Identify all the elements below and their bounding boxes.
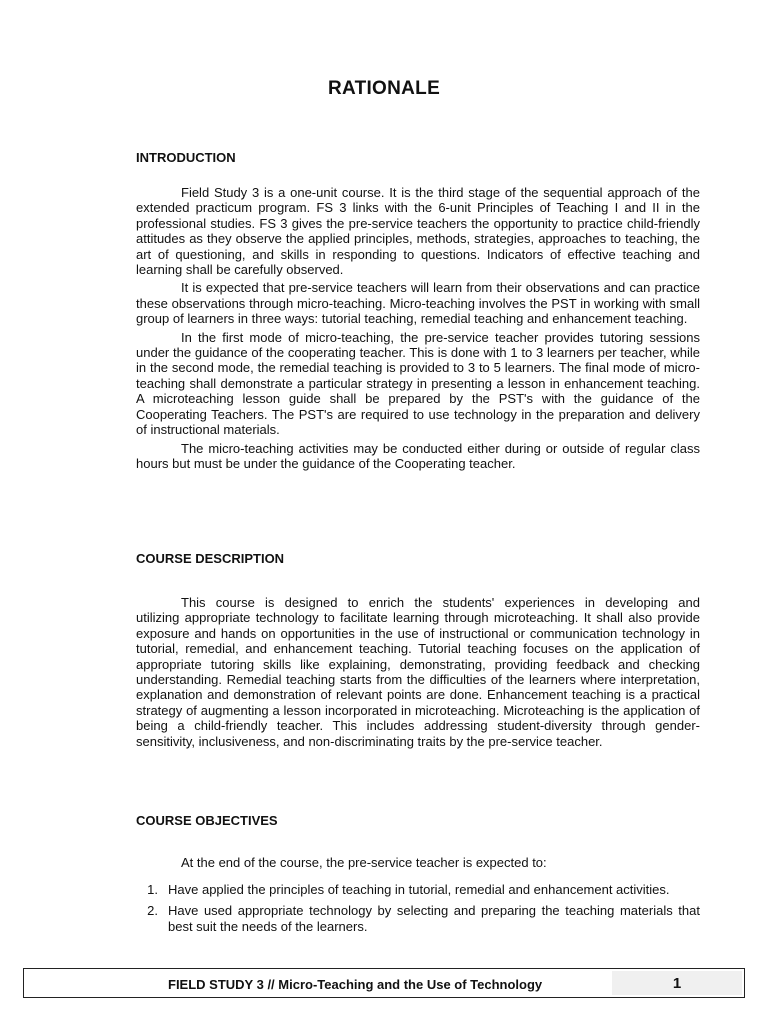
course-objectives-section [136, 813, 700, 828]
list-item-number: 1. [147, 882, 158, 897]
introduction-paragraph-4: The micro-teaching activities may be conducted either during or outside of regular class hours but must be under the guidance of the Cooperating teacher. [136, 440, 700, 471]
footer-title: FIELD STUDY 3 // Micro-Teaching and the Use of Technology [168, 977, 543, 992]
list-item-text: Have used appropriate technology by selecting and preparing the teaching materials that best suit the needs of the learners. [168, 903, 700, 934]
list-item-number: 2. [147, 903, 158, 919]
page-footer [23, 968, 745, 998]
introduction-paragraph-2: It is expected that pre-service teachers will learn from their observations and can practice these observations through micro-teaching. Micro-teaching involves the PST in working with small group of learners in three ways: tutorial teaching, remedial teaching and enhancement teaching. [136, 280, 700, 327]
course-objectives-list-wrap [136, 882, 700, 940]
list-item-text: Have applied the principles of teaching in tutorial, remedial and enhancement activities. [168, 882, 670, 897]
course-objectives-intro-wrap [136, 855, 700, 870]
introduction-heading: INTRODUCTION [136, 150, 236, 165]
course-description-body [136, 595, 700, 749]
introduction-section [136, 150, 700, 165]
page-title: RATIONALE [327, 78, 441, 99]
course-objectives-heading: COURSE OBJECTIVES [136, 813, 278, 828]
introduction-body [136, 185, 700, 471]
course-description-heading: COURSE DESCRIPTION [136, 551, 285, 566]
introduction-paragraph-1: Field Study 3 is a one-unit course. It is the third stage of the sequential approach of the extended practicum program. FS 3 links with the 6-unit Principles of Teaching I and II in the professional studies. FS 3 gives the pre-service teachers the opportunity to practice child-friendly attitudes as they observe the applied principles, methods, strategies, approaches to teaching, the art of questioning, and skills in responding to questions. Indicators of effective teaching and learning shall be carefully observed. [136, 185, 700, 278]
course-objectives-list [136, 882, 700, 934]
list-item [136, 882, 700, 897]
page-number: 1 [612, 971, 742, 995]
list-item [136, 903, 700, 934]
course-description-paragraph: utilizing appropriate technology to facilitate learning through microteaching. It shall also provide exposure and hands on opportunities in the use of instructional or communication technology in tutorial, remedial, and enhancement teaching. Tutorial teaching focuses on the application of appropriate tutoring skills like explaining, demonstrating, providing feedback and checking understanding. Remedial teaching starts from the difficulties of the learners where interpretation, explanation and demonstration of relevant points are done. Enhancement teaching is a practical strategy of augmenting a lesson incorporated in microteaching. Microteaching is the application of being a child-friendly teacher. This includes addressing student-diversity through gender-sensitivity, inclusiveness, and non-discriminating traits by the pre-service teacher. [136, 610, 700, 749]
course-objectives-intro: At the end of the course, the pre-service teacher is expected to: [181, 855, 547, 870]
course-description-first-line: This course is designed to enrich the students' experiences in developing and [181, 595, 700, 610]
course-description-section [136, 551, 700, 566]
introduction-paragraph-3: In the first mode of micro-teaching, the pre-service teacher provides tutoring sessions under the guidance of the cooperating teacher. This is done with 1 to 3 learners per teacher, while in the second mode, the remedial teaching is provided to 3 to 5 learners. The final mode of micro-teaching shall demonstrate a particular strategy in presenting a lesson in enhancement teaching. A microteaching lesson guide shall be prepared by the PST's with the guidance of the Cooperating Teachers. The PST's are required to use technology in the preparation and delivery of instructional materials. [136, 329, 700, 438]
